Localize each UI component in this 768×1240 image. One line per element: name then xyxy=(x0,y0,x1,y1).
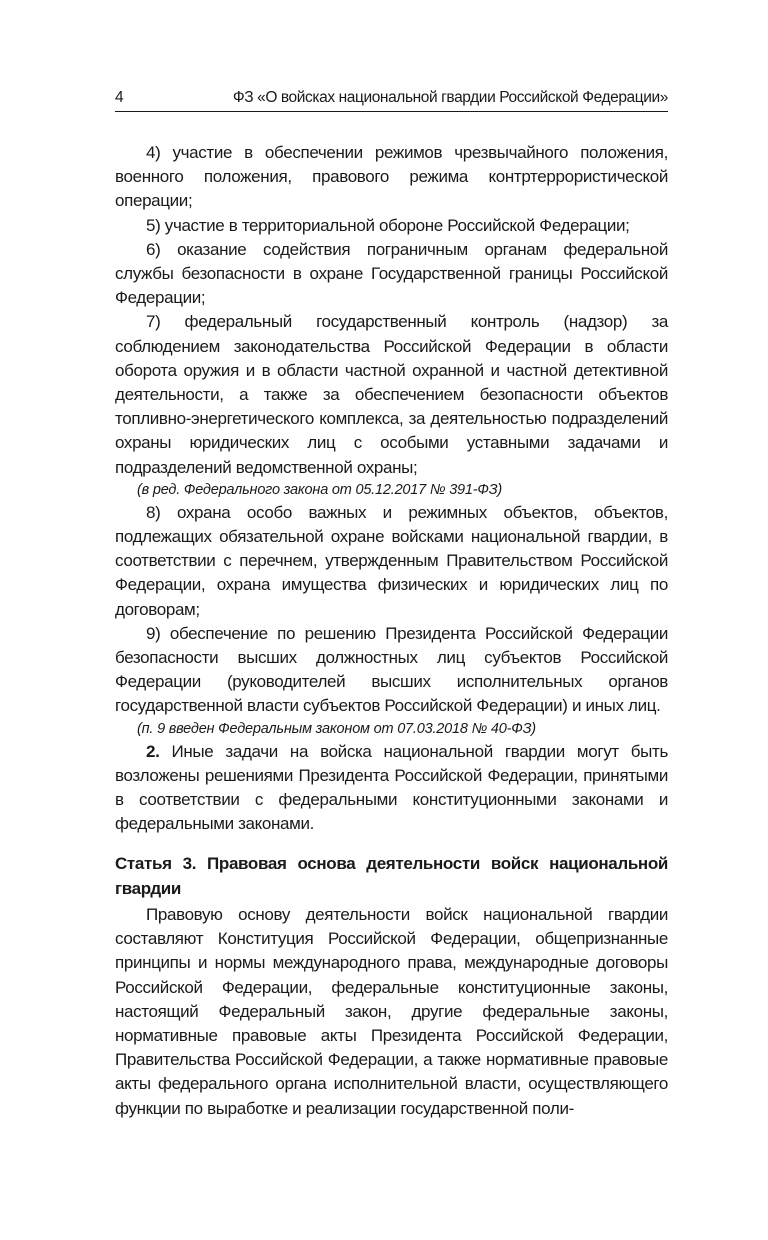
list-item-8: 8) охрана особо важных и режимных объектов, объектов, подлежащих обязательной охране войсками национальной гвардии, в соответствии с перечнем, утвержденным Правительством Российской Федерации, охрана имущества физических и юридических лиц по договорам; xyxy=(115,502,668,619)
list-item-5: 5) участие в территориальной обороне Российской Федерации; xyxy=(146,215,630,235)
list-item-7: 7) федеральный государственный контроль (надзор) за соблюдением законодательства Российской Федерации в области оборота оружия и в области частной охранной и частной детективной деятельности, а также за обеспечением безопасности объектов топливно-энергетического комплекса, за деятельностью подразделений охраны юридических лиц с особыми уставными задачами и подразделений ведомственной охраны; xyxy=(115,312,668,477)
amendment-note-9: (п. 9 введен Федеральным законом от 07.03.2018 № 40-ФЗ) xyxy=(137,720,536,737)
part-2-paragraph xyxy=(115,740,668,837)
page-body xyxy=(115,141,668,1121)
part-2-text: Иные задачи на войска национальной гвардии могут быть возложены решениями Президента Российской Федерации, принятыми в соответствии с федеральными конституционными законами и федеральными законами. xyxy=(115,741,668,834)
book-page xyxy=(115,88,668,1121)
part-2-number: 2. xyxy=(146,741,160,761)
page-number: 4 xyxy=(115,89,124,106)
article-3-paragraph: Правовую основу деятельности войск национальной гвардии составляют Конституция Российской Федерации, общепризнанные принципы и нормы международного права, международные договоры Российской Федерации, федеральные конституционные законы, настоящий Федеральный закон, другие федеральные законы, нормативные правовые акты Президента Российской Федерации, Правительства Российской Федерации, а также нормативные правовые акты федерального органа исполнительной власти, осуществляющего функции по выработке и реализации государственной поли- xyxy=(115,904,668,1118)
running-header xyxy=(115,88,668,112)
list-item-6: 6) оказание содействия пограничным органам федеральной службы безопасности в охране Государственной границы Российской Федерации; xyxy=(115,239,668,308)
list-item-9: 9) обеспечение по решению Президента Российской Федерации безопасности высших должностных лиц субъектов Российской Федерации (руководителей высших исполнительных органов государственной власти субъектов Российской Федерации) и иных лиц. xyxy=(115,623,668,716)
list-item-4: 4) участие в обеспечении режимов чрезвычайного положения, военного положения, правового режима контртеррористической операции; xyxy=(115,143,668,211)
article-3-heading: Статья 3. Правовая основа деятельности войск национальной гвардии xyxy=(115,854,668,898)
running-title: ФЗ «О войсках национальной гвардии Российской Федерации» xyxy=(232,89,668,106)
amendment-note-7: (в ред. Федерального закона от 05.12.2017 № 391-ФЗ) xyxy=(137,481,503,498)
